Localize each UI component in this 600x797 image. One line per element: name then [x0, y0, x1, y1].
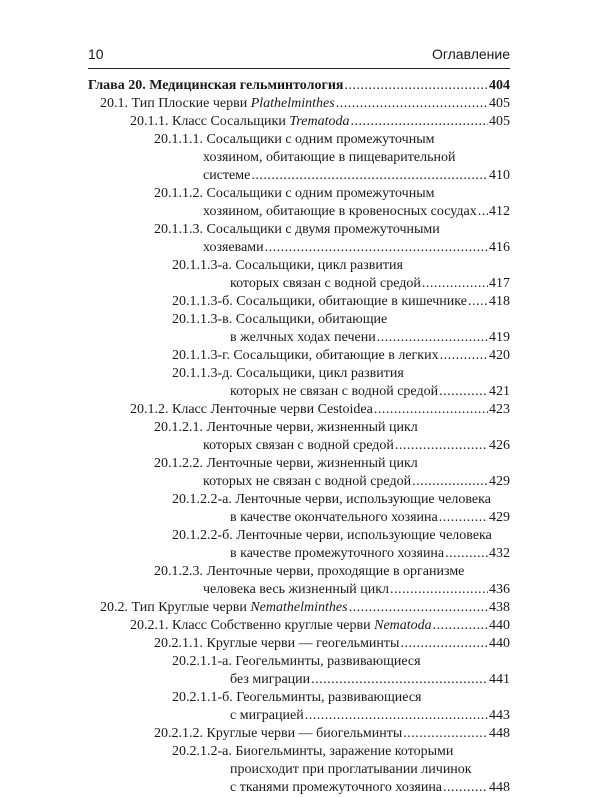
running-head: [88, 46, 510, 69]
toc-entry-latin-name: Trematoda: [289, 114, 350, 129]
dot-leader: [440, 347, 488, 365]
toc-entry: [88, 131, 510, 185]
toc-entry-text: в качестве окончательного хозяина: [230, 510, 438, 525]
toc-entry: [88, 77, 510, 95]
toc-entry-title: [130, 113, 349, 131]
toc-entry-number: 20.1.1.3-д.: [172, 366, 233, 381]
toc-entry-text: Сосальщики, обитающие: [235, 312, 388, 327]
toc-entry-text: Класс Собственно круглые черви: [172, 618, 375, 633]
dot-leader: [344, 77, 488, 95]
toc-entry-text: Биогельминты, заражение которыми: [235, 744, 454, 759]
toc-entry-number: 20.1.1.3-а.: [172, 258, 232, 273]
toc-entry-number: 20.1.2.2-а.: [172, 492, 232, 507]
toc-entry-page: 429: [489, 474, 510, 489]
toc-entry-page: 443: [489, 708, 510, 723]
toc-entry-title: [130, 401, 373, 419]
dot-leader: [390, 581, 488, 599]
toc-entry-number: 20.1.2.2-б.: [172, 528, 233, 543]
toc-entry-title: [203, 581, 389, 599]
toc-entry-title: [172, 690, 421, 705]
toc-entry-number: 20.1.1.: [130, 114, 169, 129]
toc-entry: [88, 743, 510, 797]
toc-entry-page: 440: [489, 636, 510, 651]
toc-entry-title: [130, 617, 432, 635]
toc-entry-number: 20.2.: [100, 600, 128, 615]
dot-leader: [412, 473, 488, 491]
toc-entry-number: 20.2.1.2-а.: [172, 744, 232, 759]
toc-entry-title: [154, 420, 418, 435]
toc-entry-text: которых не связан с водной средой: [230, 384, 439, 399]
toc-entry-number: 20.1.1.3-в.: [172, 312, 233, 327]
toc-entry-page: 416: [489, 240, 510, 255]
toc-entry-page: 404: [489, 78, 510, 93]
toc-entry-page: 432: [489, 546, 510, 561]
toc-entry-text: без миграции: [230, 672, 311, 687]
toc-entry-text: Класс Сосальщики: [172, 114, 290, 129]
dot-leader: [305, 707, 488, 725]
toc-entry-number: 20.1.1.2.: [154, 186, 203, 201]
toc-entry-text: Круглые черви — геогельминты: [206, 636, 400, 651]
toc-entry-text: Круглые черви — биогельминты: [206, 726, 403, 741]
toc-entry-text: Сосальщики, цикл развития: [235, 258, 403, 273]
toc-entry-title: [203, 437, 394, 455]
toc-entry-title: [154, 186, 434, 201]
toc-entry: [88, 185, 510, 221]
toc-entry-number: 20.1.1.3-б.: [172, 294, 233, 309]
toc-entry-text: в желчных ходах печени: [230, 330, 376, 345]
toc-entry-page: 418: [489, 294, 510, 309]
dot-leader: [468, 293, 488, 311]
toc-entry-page: 429: [489, 510, 510, 525]
table-of-contents: [88, 77, 510, 797]
toc-entry-text: которых связан с водной средой: [230, 276, 421, 291]
dot-leader: [336, 95, 488, 113]
toc-entry-title: [172, 347, 439, 365]
toc-entry-text: Класс Ленточные черви Cestoidea: [172, 402, 373, 417]
toc-entry: [88, 599, 510, 617]
toc-entry-page: 441: [489, 672, 510, 687]
toc-entry-number: 20.1.2.3.: [154, 564, 203, 579]
toc-entry: [88, 95, 510, 113]
toc-entry: [88, 563, 510, 599]
toc-entry-page: 448: [489, 780, 510, 795]
book-page: [88, 46, 510, 797]
toc-entry-title: [230, 707, 304, 725]
dot-leader: [251, 167, 488, 185]
toc-entry-number: 20.2.1.1-б.: [172, 690, 233, 705]
toc-entry-page: 421: [489, 384, 510, 399]
toc-entry-number: 20.2.1.: [130, 618, 169, 633]
toc-entry-text: Сосальщики с одним промежуточным: [206, 186, 435, 201]
toc-entry-text: Ленточные черви, использующие человека: [236, 528, 492, 543]
toc-entry-text: Сосальщики с двумя промежуточными: [206, 222, 440, 237]
toc-entry-title: [172, 366, 404, 381]
toc-entry-page: 423: [489, 402, 510, 417]
toc-entry-text: с тканями промежуточного хозяина: [230, 780, 443, 795]
toc-entry-number: 20.1.2.: [130, 402, 169, 417]
toc-entry-title: [203, 239, 264, 257]
toc-entry-text: человека весь жизненный цикл: [203, 582, 390, 597]
dot-leader: [400, 635, 488, 653]
toc-entry: [88, 653, 510, 689]
section-title: Оглавление: [431, 46, 510, 62]
toc-entry-latin-name: Plathelminthes: [250, 96, 335, 111]
toc-entry-text: хозяевами: [203, 240, 264, 255]
toc-entry-number: 20.2.1.1-а.: [172, 654, 232, 669]
toc-entry-text: которых не связан с водной средой: [203, 474, 412, 489]
toc-entry-text: Тип Круглые черви: [131, 600, 251, 615]
toc-entry: [88, 293, 510, 311]
toc-entry-title: [230, 275, 421, 293]
dot-leader: [478, 203, 488, 221]
toc-entry: [88, 419, 510, 455]
toc-entry-page: 405: [489, 114, 510, 129]
toc-entry-number: Глава 20.: [88, 78, 146, 93]
dot-leader: [377, 329, 488, 347]
toc-entry: [88, 527, 510, 563]
toc-entry: [88, 221, 510, 257]
toc-entry-page: 426: [489, 438, 510, 453]
dot-leader: [445, 545, 488, 563]
toc-entry-title: [154, 222, 440, 237]
toc-entry-text: Ленточные черви, проходящие в организме: [206, 564, 465, 579]
toc-entry-text: Сосальщики, цикл развития: [236, 366, 404, 381]
dot-leader: [350, 113, 488, 131]
toc-entry-title: [230, 509, 438, 527]
toc-entry-text: Сосальщики, обитающие в кишечнике: [236, 294, 467, 309]
toc-entry-title: [172, 492, 491, 507]
toc-entry-page: 410: [489, 168, 510, 183]
toc-entry-page: 420: [489, 348, 510, 363]
dot-leader: [439, 509, 488, 527]
dot-leader: [433, 617, 488, 635]
dot-leader: [403, 725, 488, 743]
toc-entry-text: Сосальщики с одним промежуточным: [206, 132, 435, 147]
toc-entry-number: 20.1.1.1.: [154, 132, 203, 147]
toc-entry-title: [172, 293, 467, 311]
toc-entry-title: [100, 599, 348, 617]
toc-entry-text: Ленточные черви, жизненный цикл: [206, 456, 418, 471]
toc-entry-title: [230, 545, 444, 563]
toc-entry: [88, 689, 510, 725]
dot-leader: [349, 599, 488, 617]
toc-entry-page: 438: [489, 600, 510, 615]
toc-entry-text: которых связан с водной средой: [203, 438, 394, 453]
toc-entry-page: 412: [489, 204, 510, 219]
toc-entry-title: [230, 383, 438, 401]
toc-entry-number: 20.1.1.3.: [154, 222, 203, 237]
toc-entry-title: [172, 744, 453, 759]
toc-entry-title: [172, 654, 421, 669]
toc-entry-title: [154, 132, 434, 147]
toc-entry: [88, 635, 510, 653]
toc-entry-number: 20.2.1.2.: [154, 726, 203, 741]
toc-entry: [88, 491, 510, 527]
toc-entry-page: 436: [489, 582, 510, 597]
toc-entry: [88, 257, 510, 293]
toc-entry-title: [154, 635, 399, 653]
toc-entry-title: [154, 725, 402, 743]
toc-entry-text: с миграцией: [230, 708, 304, 723]
toc-entry-text: Геогельминты, развивающиеся: [236, 690, 422, 705]
toc-entry-text: хозяином, обитающие в пищеварительной: [203, 150, 456, 165]
toc-entry-latin-name: Nematoda: [374, 618, 432, 633]
toc-entry-title: [88, 77, 343, 95]
toc-entry-text: Тип Плоские черви: [131, 96, 251, 111]
toc-entry-text: Медицинская гельминтология: [149, 78, 344, 93]
toc-entry-title: [154, 564, 464, 579]
toc-entry-page: 405: [489, 96, 510, 111]
toc-entry-text: происходит при проглатывании личинок: [230, 762, 472, 777]
dot-leader: [311, 671, 488, 689]
toc-entry-text: системе: [203, 168, 251, 183]
toc-entry-title: [230, 671, 310, 689]
toc-entry: [88, 113, 510, 131]
toc-entry-title: [203, 150, 456, 165]
toc-entry-page: 440: [489, 618, 510, 633]
toc-entry-title: [172, 528, 492, 543]
page-number: 10: [88, 46, 104, 62]
dot-leader: [395, 437, 488, 455]
dot-leader: [265, 239, 488, 257]
toc-entry-title: [230, 762, 472, 777]
toc-entry: [88, 311, 510, 347]
toc-entry-title: [203, 167, 250, 185]
toc-entry-title: [154, 456, 418, 471]
toc-entry: [88, 347, 510, 365]
dot-leader: [439, 383, 488, 401]
toc-entry-title: [203, 203, 477, 221]
toc-entry-title: [230, 779, 442, 797]
toc-entry-title: [100, 95, 335, 113]
toc-entry-text: Геогельминты, развивающиеся: [235, 654, 421, 669]
toc-entry-text: хозяином, обитающие в кровеносных сосудах: [203, 204, 477, 219]
toc-entry-number: 20.2.1.1.: [154, 636, 203, 651]
toc-entry-title: [172, 258, 403, 273]
toc-entry-number: 20.1.1.3-г.: [172, 348, 230, 363]
toc-entry-title: [172, 312, 387, 327]
toc-entry-text: Ленточные черви, использующие человека: [235, 492, 491, 507]
toc-entry: [88, 617, 510, 635]
toc-entry: [88, 725, 510, 743]
toc-entry-number: 20.1.2.1.: [154, 420, 203, 435]
toc-entry-number: 20.1.2.2.: [154, 456, 203, 471]
toc-entry: [88, 401, 510, 419]
toc-entry: [88, 365, 510, 401]
toc-entry-page: 419: [489, 330, 510, 345]
toc-entry-title: [230, 329, 376, 347]
toc-entry-latin-name: Nemathelminthes: [250, 600, 348, 615]
dot-leader: [422, 275, 488, 293]
dot-leader: [374, 401, 488, 419]
toc-entry-page: 417: [489, 276, 510, 291]
toc-entry-text: Ленточные черви, жизненный цикл: [206, 420, 418, 435]
toc-entry: [88, 455, 510, 491]
toc-entry-text: Сосальщики, обитающие в легких: [233, 348, 439, 363]
toc-entry-number: 20.1.: [100, 96, 128, 111]
toc-entry-text: в качестве промежуточного хозяина: [230, 546, 445, 561]
dot-leader: [443, 779, 488, 797]
toc-entry-page: 448: [489, 726, 510, 741]
toc-entry-title: [203, 473, 411, 491]
